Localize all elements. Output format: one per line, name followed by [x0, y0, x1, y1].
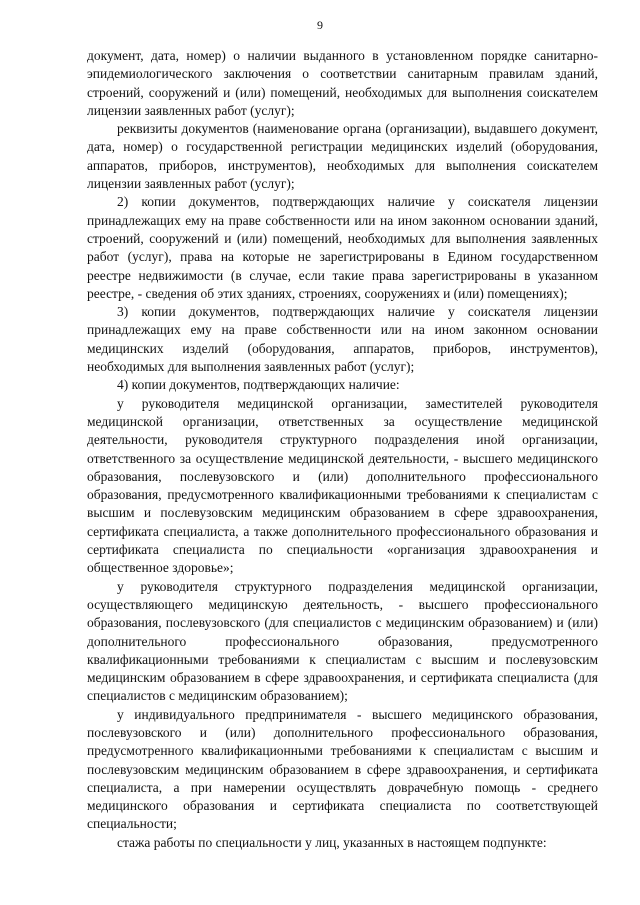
- paragraph-4: 3) копии документов, подтверждающих наличие у соискателя лицензии принадлежащих ему на праве собственности или на ином законном основании медицинских изделий (оборудования, аппаратов, приборов, инструментов), необходимых для выполнения заявленных работ (услуг);: [87, 304, 598, 375]
- paragraph-6: у руководителя медицинской организации, заместителей руководителя медицинской организации, ответственных за осуществление медицинской деятельности, руководителя структурного подразделения иной организации, ответственного за осуществление медицинской деятельности, - высшего медицинского образования, послевузовского и (или) дополнительного профессионального образования, предусмотренного квалификационными требованиями к специалистам с высшим и послевузовским медицинским образованием в сфере здравоохранения, сертификата специалиста, а также дополнительного профессионального образования и сертификата специалиста по специальности «организация здравоохранения и общественное здоровье»;: [87, 395, 598, 576]
- paragraph-5: 4) копии документов, подтверждающих наличие:: [117, 377, 400, 393]
- paragraph-8: у индивидуального предпринимателя - высшего медицинского образования, послевузовского и (или) дополнительного профессионального образования, предусмотренного квалификационными требованиями к специалистам с высшим и послевузовским медицинским образованием в сфере здравоохранения, и сертификата специалиста, а при намерении осуществлять доврачебную помощь - среднего медицинского образования и сертификата специалиста по соответствующей специальности;: [87, 706, 598, 832]
- paragraph-9: стажа работы по специальности у лиц, указанных в настоящем подпункте:: [117, 834, 547, 850]
- paragraph-3: 2) копии документов, подтверждающих наличие у соискателя лицензии принадлежащих ему на праве собственности или на ином законном основании зданий, строений, сооружений и (или) помещений, необходимых для выполнения заявленных работ (услуг), права на которые не зарегистрированы в Едином государственном реестре недвижимости (в случае, если такие права зарегистрированы в указанном реестре, - сведения об этих зданиях, строениях, сооружениях и (или) помещениях);: [87, 194, 598, 301]
- paragraph-1: документ, дата, номер) о наличии выданного в установленном порядке санитарно-эпидемиологического заключения о соответствии санитарным правилам зданий, строений, сооружений и (или) помещений, необходимых для выполнения соискателем лицензии заявленных работ (услуг);: [87, 48, 598, 118]
- paragraph-7: у руководителя структурного подразделения медицинской организации, осуществляющего медицинскую деятельность, - высшего профессионального образования, послевузовского (для специалистов с медицинским образованием) и (или) дополнительного профессионального образования, предусмотренного квалификационными требованиями к специалистам с высшим и послевузовским медицинским образованием в сфере здравоохранения, и сертификата специалиста (для специалистов с медицинским образованием);: [87, 578, 598, 704]
- page-number: 9: [317, 18, 323, 32]
- document-body: [87, 47, 598, 852]
- paragraph-2: реквизиты документов (наименование органа (организации), выдавшего документ, дата, номер) о государственной регистрации медицинских изделий (оборудования, аппаратов, приборов, инструментов), необходимых для выполнения соискателем лицензии заявленных работ (услуг);: [87, 121, 598, 192]
